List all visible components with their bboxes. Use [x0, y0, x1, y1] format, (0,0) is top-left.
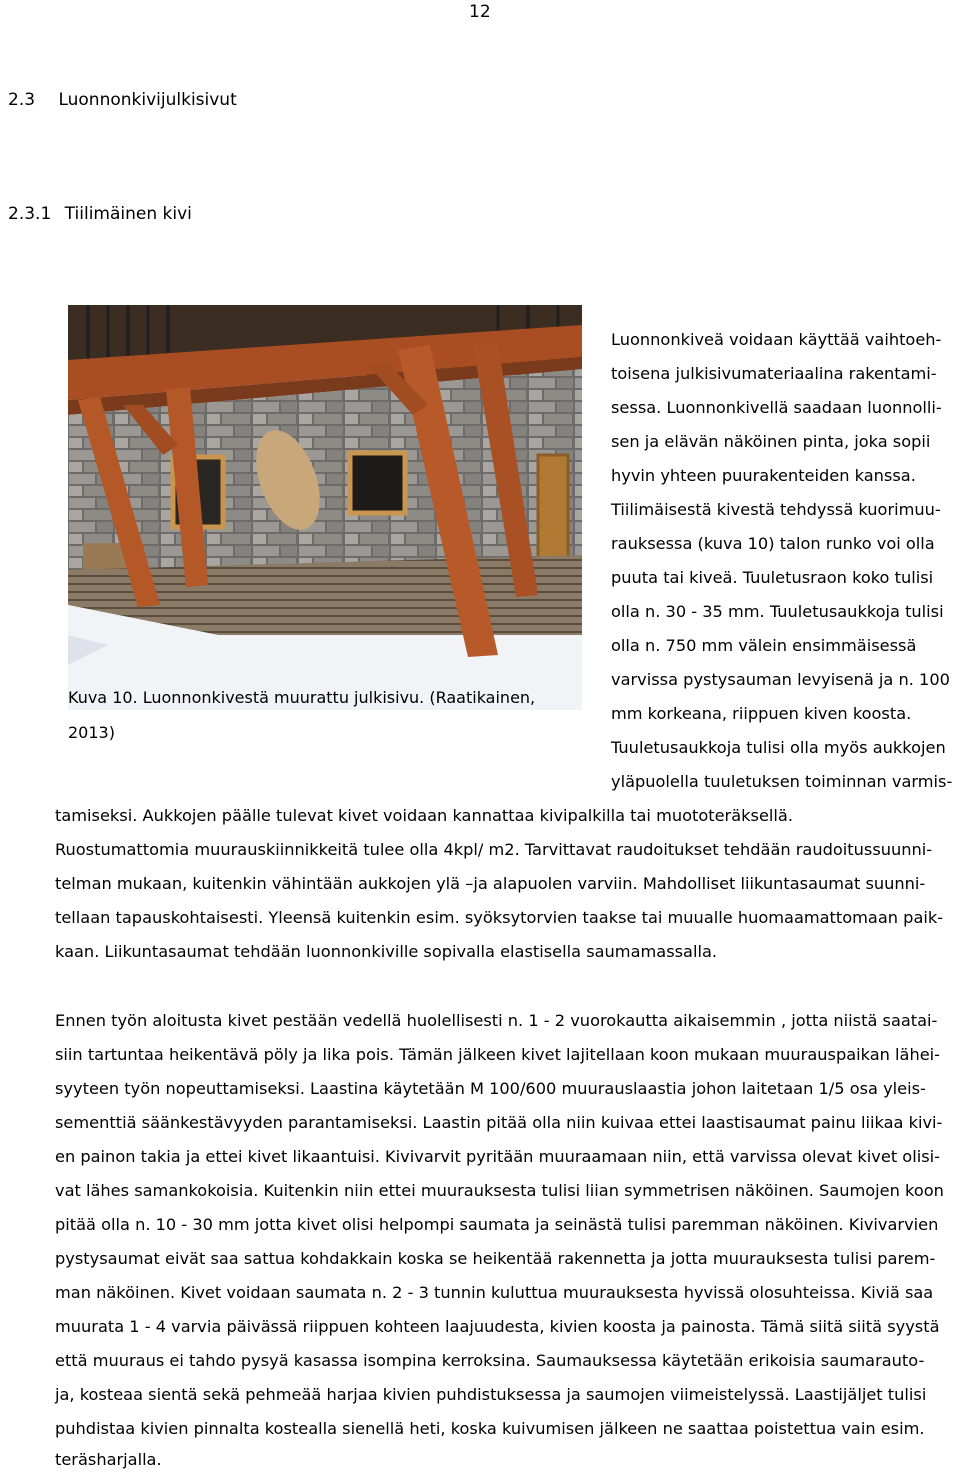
body-text-line: Ruostumattomia muurauskiinnikkeitä tulee olla 4kpl/ m2. Tarvittavat raudoitukset tehdään raudoitussuunni-	[55, 840, 933, 859]
body-text-line: syyteen työn nopeuttamiseksi. Laastina käytetään M 100/600 muurauslaastia johon laitetaan 1/5 osa yleis-	[55, 1079, 926, 1098]
side-text-line: varvissa pystysauman levyisenä ja n. 100	[611, 670, 950, 689]
side-text-line: hyvin yhteen puurakenteiden kanssa.	[611, 466, 916, 485]
figure-caption: Kuva 10. Luonnonkivestä muurattu julkisivu. (Raatikainen,	[68, 688, 536, 707]
body-text-line: ja, kosteaa sientä sekä pehmeää harjaa kivien puhdistuksessa ja saumojen viimeistelyssä. Laastijäljet tulisi	[55, 1385, 927, 1404]
body-text-line: man näköinen. Kivet voidaan saumata n. 2 - 3 tunnin kuluttua muurauksesta hyvissä olosuhteissa. Kiviä saa	[55, 1283, 934, 1302]
heading-2-3	[8, 90, 237, 110]
heading-title: Luonnonkivijulkisivut	[58, 90, 237, 110]
side-text-line: sessa. Luonnonkivellä saadaan luonnolli-	[611, 398, 942, 417]
figure-caption-cont: 2013)	[68, 723, 115, 742]
subheading-number: 2.3.1	[8, 204, 52, 224]
side-text-line: yläpuolella tuuletuksen toiminnan varmis-	[611, 772, 953, 791]
body-text-line: pystysaumat eivät saa sattua kohdakkain koska se heikentää rakennetta ja jotta muurauksesta tulisi parem-	[55, 1249, 936, 1268]
body-text-line: pitää olla n. 10 - 30 mm jotta kivet olisi helpompi saumata ja seinästä tulisi paremman näköinen. Kivivarvien	[55, 1215, 939, 1234]
body-text-line: teräsharjalla.	[55, 1450, 162, 1469]
side-text-line: olla n. 750 mm välein ensimmäisessä	[611, 636, 917, 655]
body-text-line: kaan. Liikuntasaumat tehdään luonnonkiville sopivalla elastisella saumamassalla.	[55, 942, 718, 961]
body-text-line: telman mukaan, kuitenkin vähintään aukkojen ylä –ja alapuolen varviin. Mahdolliset liikuntasaumat suunni-	[55, 874, 926, 893]
body-text-line: vat lähes samankokoisia. Kuitenkin niin ettei muurauksesta tulisi liian symmetrisen näköinen. Saumojen koon	[55, 1181, 944, 1200]
subheading-title: Tiilimäinen kivi	[64, 204, 192, 224]
stone-house-photo	[68, 305, 582, 710]
body-text-line: sementtiä säänkestävyyden parantamiseksi. Laastin pitää olla niin kuivaa ettei laastisaumat painu liikaa kivi-	[55, 1113, 943, 1132]
body-text-line: että muuraus ei tahdo pysyä kasassa isompina kerroksina. Saumauksessa käytetään erikoisia saumarauto-	[55, 1351, 925, 1370]
heading-number: 2.3	[8, 90, 36, 110]
body-text-line: tellaan tapauskohtaisesti. Yleensä kuitenkin esim. syöksytorvien taakse tai muualle huomaamattomaan paik-	[55, 908, 944, 927]
side-text-line: Luonnonkiveä voidaan käyttää vaihtoeh-	[611, 330, 942, 349]
side-text-line: puuta tai kiveä. Tuuletusraon koko tulisi	[611, 568, 934, 587]
side-text-line: Tuuletusaukkoja tulisi olla myös aukkojen	[611, 738, 946, 757]
body-text-line: Ennen työn aloitusta kivet pestään vedellä huolellisesti n. 1 - 2 vuorokautta aikaisemmin , jotta niistä saatai-	[55, 1011, 938, 1030]
side-text-line: Tiilimäisestä kivestä tehdyssä kuorimuu-	[611, 500, 941, 519]
body-text-line: siin tartuntaa heikentävä pöly ja lika pois. Tämän jälkeen kivet lajitellaan koon mukaan muurauspaikan lähei-	[55, 1045, 941, 1064]
body-text-line: tamiseksi. Aukkojen päälle tulevat kivet voidaan kannattaa kivipalkilla tai muototeräksellä.	[55, 806, 793, 825]
body-text-line: puhdistaa kivien pinnalta kostealla sienellä heti, koska kuivumisen jälkeen ne saattaa poistettua vain esim.	[55, 1419, 925, 1438]
side-text-line: rauksessa (kuva 10) talon runko voi olla	[611, 534, 935, 553]
page-number: 12	[469, 2, 491, 22]
body-text-line: muurata 1 - 4 varvia päivässä riippuen kohteen laajuudesta, kivien koosta ja painosta. Tämä siitä siitä syystä	[55, 1317, 940, 1336]
side-text-line: mm korkeana, riippuen kiven koosta.	[611, 704, 912, 723]
side-text-line: sen ja elävän näköinen pinta, joka sopii	[611, 432, 931, 451]
body-text-line: en painon takia ja ettei kivet likaantuisi. Kivivarvit pyritään muuraamaan niin, että varvissa olevat kivet olisi-	[55, 1147, 940, 1166]
side-text-line: toisena julkisivumateriaalina rakentami-	[611, 364, 937, 383]
heading-2-3-1	[8, 204, 192, 224]
side-text-line: olla n. 30 - 35 mm. Tuuletusaukkoja tulisi	[611, 602, 944, 621]
